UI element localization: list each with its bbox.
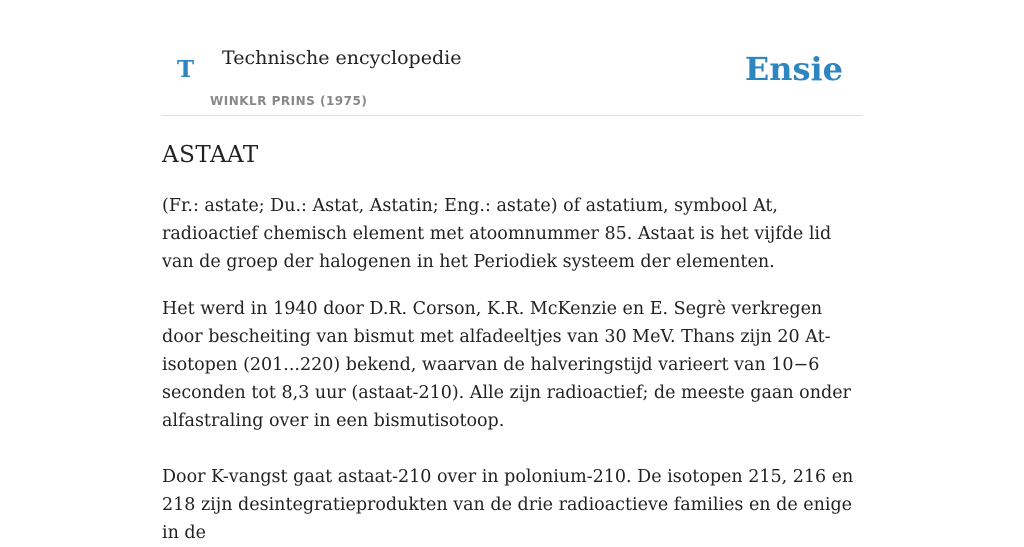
site-subtitle: WINKLR PRINS (1975): [210, 94, 368, 108]
brand-logo-link[interactable]: Ensie: [744, 50, 843, 88]
article-title: ASTAAT: [162, 142, 259, 168]
article-paragraph-1: (Fr.: astate; Du.: Astat, Astatin; Eng.: astate) of astatium, symbool At, radioactief chemisch element met atoomnummer 85. Astaat is het vijfde lid van de groep der halogenen in het Periodiek systeem der elementen.: [162, 196, 832, 272]
page-container: [162, 0, 862, 547]
site-title-link[interactable]: Technische encyclopedie: [222, 47, 462, 69]
article-paragraph-2: Het werd in 1940 door D.R. Corson, K.R. McKenzie en E. Segrè verkregen door bescheiting van bismut met alfadeeltjes van 30 MeV. Thans zijn 20 At-isotopen (201...220) bekend, waarvan de halveringstijd varieert van 10−6 seconden tot 8,3 uur (astaat-210). Alle zijn radioactief; de meeste gaan onder alfastraling over in een bismutisotoop.: [162, 299, 851, 431]
site-header: [162, 0, 862, 116]
article-paragraph-3: Door K-vangst gaat astaat-210 over in polonium-210. De isotopen 215, 216 en 218 zijn desintegratieprodukten van de drie radioactieve families en de enige in de: [162, 467, 854, 543]
site-logo-icon[interactable]: T: [177, 56, 195, 83]
